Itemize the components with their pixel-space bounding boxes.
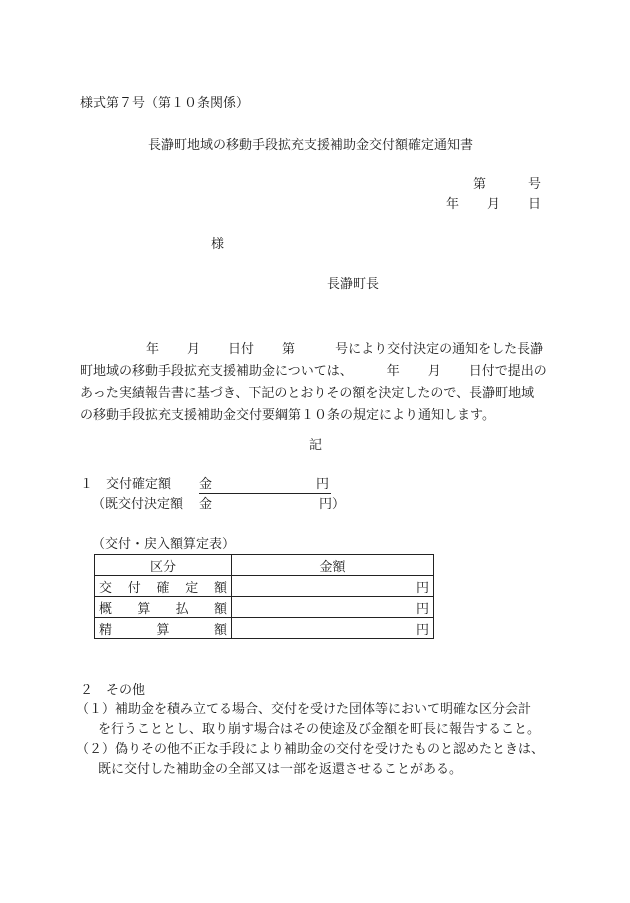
table-row — [95, 576, 434, 597]
previous-decision-yen: 円） — [319, 497, 346, 512]
document-title: 長瀞町地域の移動手段拡充支援補助金交付額確定通知書 — [148, 138, 474, 153]
other-item-1-line-1: （１）補助金を積み立てる場合、交付を受けた団体等において明確な区分会計 — [76, 702, 532, 717]
section-2-heading: ２ その他 — [80, 683, 146, 698]
table-header-row — [95, 555, 434, 576]
row-label: 概 算 払 額 — [95, 597, 232, 618]
table-row — [95, 618, 434, 639]
date-day: 日 — [528, 197, 542, 212]
date-month: 月 — [487, 197, 501, 212]
section-1-label: 交付確定額 — [106, 477, 172, 492]
previous-decision-label: （既交付決定額 — [92, 497, 184, 512]
other-item-2-line-1: （２）偽りその他不正な手段により補助金の交付を受けたものと認めたときは、 — [76, 742, 545, 757]
other-item-2-line-2: 既に交付した補助金の全部又は一部を返還させることがある。 — [98, 762, 463, 777]
notice-body — [80, 339, 552, 427]
recipient-suffix: 様 — [211, 237, 225, 252]
ki-mark: 記 — [309, 438, 323, 453]
section-1-number: １ — [80, 477, 94, 492]
body-line-2: 町地域の移動手段拡充支援補助金については、 年 月 日付で提出の — [80, 364, 547, 379]
doc-number-label: 第 — [473, 177, 487, 192]
row-amount: 円 — [232, 618, 434, 639]
body-line-1: 年 月 日付 第 号により交付決定の通知をした長瀞 — [146, 342, 544, 357]
header-category: 区分 — [95, 555, 232, 576]
doc-number-suffix: 号 — [528, 177, 542, 192]
row-amount: 円 — [232, 597, 434, 618]
body-line-3: あった実績報告書に基づき、下記のとおりその額を決定したので、長瀞町地域 — [80, 386, 535, 401]
confirmed-amount-field: 金 円 — [199, 477, 329, 492]
date-year: 年 — [446, 197, 460, 212]
form-number: 様式第７号（第１０条関係） — [80, 96, 250, 111]
body-line-4: の移動手段拡充支援補助金交付要綱第１０条の規定により通知します。 — [80, 408, 495, 423]
other-item-1-line-2: を行うこととし、取り崩す場合はその使途及び金額を町長に報告すること。 — [98, 722, 541, 737]
issuer: 長瀞町長 — [327, 277, 380, 292]
previous-decision-kin: 金 — [199, 497, 213, 512]
row-label: 精 算 額 — [95, 618, 232, 639]
table-caption: （交付・戻入額算定表） — [92, 537, 236, 552]
table-row — [95, 597, 434, 618]
header-amount: 金額 — [232, 555, 434, 576]
calculation-table — [94, 554, 434, 639]
row-amount: 円 — [232, 576, 434, 597]
row-label: 交 付 確 定 額 — [95, 576, 232, 597]
